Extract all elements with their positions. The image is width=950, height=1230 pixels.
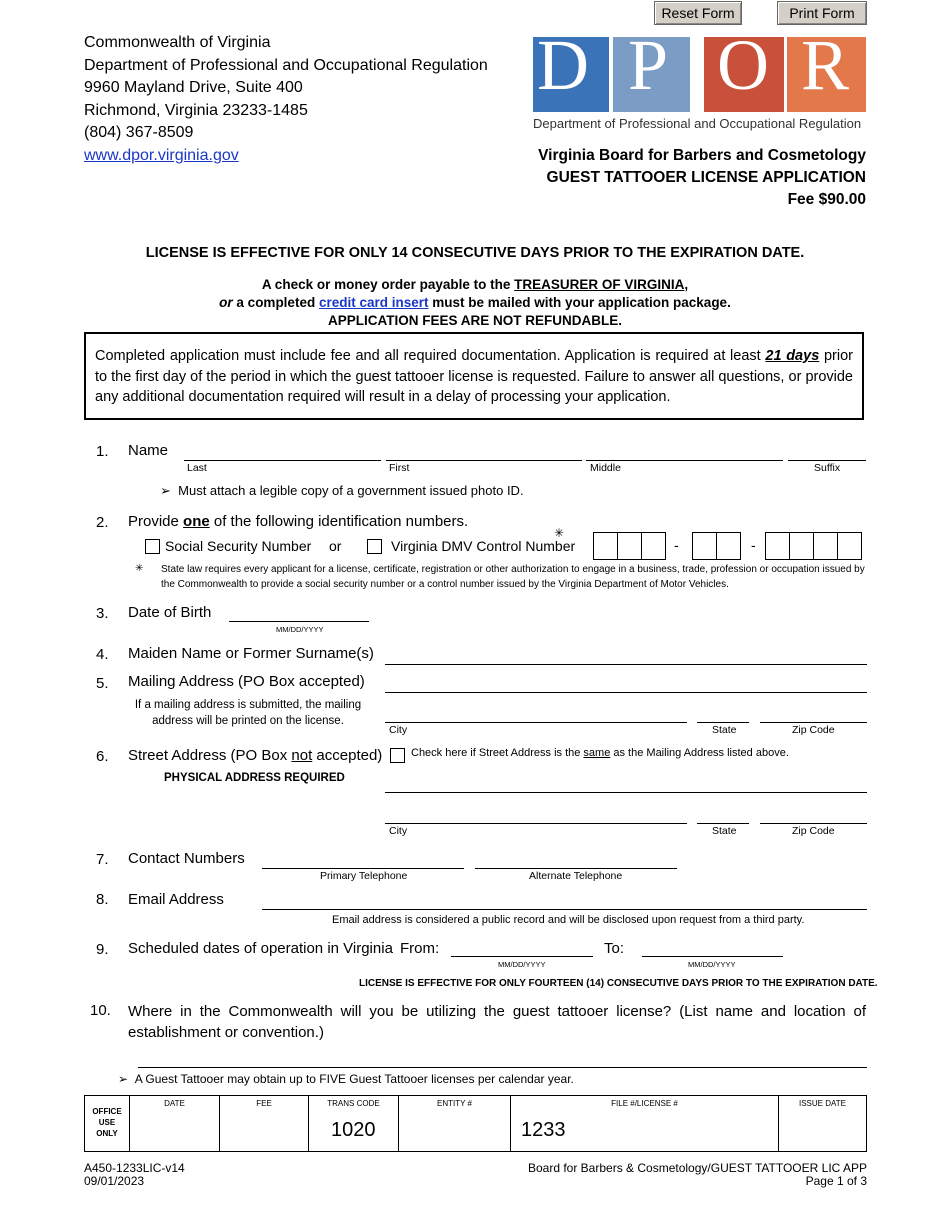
name-label: Name	[128, 442, 169, 459]
trans-code-value: 1020	[331, 1119, 376, 1141]
last-name-input[interactable]	[184, 460, 381, 461]
logo-letter-d: D	[537, 37, 589, 105]
form-number: A450-1233LIC-v14	[84, 1161, 185, 1175]
q1-number: 1.	[96, 443, 109, 460]
from-date-format: MM/DD/YYYY	[498, 960, 546, 969]
suffix-caption: Suffix	[814, 462, 841, 474]
email-label: Email Address	[128, 891, 224, 908]
mailing-city-caption: City	[389, 724, 408, 736]
dmv-checkbox[interactable]	[367, 539, 382, 554]
physical-address-required: PHYSICAL ADDRESS REQUIRED	[164, 772, 345, 784]
middle-caption: Middle	[590, 462, 621, 474]
footer-right	[528, 1162, 867, 1188]
office-trans-cell: TRANS CODE 1020	[309, 1096, 399, 1152]
asterisk-icon: ✳	[554, 526, 565, 540]
middle-name-input[interactable]	[586, 460, 783, 461]
footer-board: Board for Barbers & Cosmetology/GUEST TATTOOER LIC APP	[527, 1161, 867, 1175]
street-state-caption: State	[712, 825, 737, 837]
logo-letter-p: P	[627, 37, 669, 105]
street-city-caption: City	[389, 825, 408, 837]
address-line-4: Richmond, Virginia 23233-1485	[84, 101, 308, 119]
alternate-phone-caption: Alternate Telephone	[529, 870, 623, 882]
office-fee-cell: FEE	[220, 1096, 309, 1152]
q4-number: 4.	[96, 646, 109, 663]
primary-phone-input[interactable]	[262, 868, 464, 869]
mailing-address-note: If a mailing address is submitted, the mailing address will be printed on the license.	[134, 699, 362, 727]
first-caption: First	[389, 462, 410, 474]
agency-address	[84, 32, 488, 167]
q2-label: Provide one of the following identification numbers.	[128, 513, 469, 530]
ssn-footnote: State law requires every applicant for a license, certificate, registration or other authorization to engage in a business, trade, profession or occupation issued by the Commonwealth to provide a social security number or a control number issued by the Virginia Department of Motor Vehicles.	[161, 564, 865, 590]
last-caption: Last	[187, 462, 207, 474]
id-digit-4[interactable]	[692, 532, 717, 560]
dpor-logo	[533, 37, 866, 112]
mailing-address-input[interactable]	[385, 692, 867, 693]
office-issue-cell: ISSUE DATE	[779, 1096, 867, 1152]
contact-numbers-label: Contact Numbers	[128, 850, 245, 867]
or-label: or	[329, 538, 342, 554]
email-input[interactable]	[262, 909, 867, 910]
id-digit-9[interactable]	[837, 532, 862, 560]
from-date-input[interactable]	[451, 956, 593, 957]
same-address-label: Check here if Street Address is the same as the Mailing Address listed above.	[411, 747, 789, 759]
office-use-table	[84, 1095, 867, 1152]
to-date-input[interactable]	[642, 956, 783, 957]
footnote-asterisk-icon: ✳	[135, 563, 144, 574]
form-header	[538, 145, 866, 211]
phone-number: (804) 367-8509	[84, 124, 194, 141]
id-digit-3[interactable]	[641, 532, 666, 560]
mailing-state-input[interactable]	[697, 722, 749, 723]
mailing-zip-caption: Zip Code	[792, 724, 835, 736]
dob-input[interactable]	[229, 621, 369, 622]
photo-id-note: ➢ Must attach a legible copy of a government issued photo ID.	[160, 483, 524, 498]
q8-number: 8.	[96, 891, 109, 908]
q5-number: 5.	[96, 675, 109, 692]
arrow-bullet-icon: ➢	[118, 1072, 129, 1086]
office-date-cell: DATE	[130, 1096, 220, 1152]
id-digit-6[interactable]	[765, 532, 790, 560]
days-required: 21 days	[765, 348, 820, 364]
logo-letter-o: O	[717, 37, 769, 105]
maiden-name-label: Maiden Name or Former Surname(s)	[128, 645, 374, 662]
street-city-input[interactable]	[385, 823, 687, 824]
alternate-phone-input[interactable]	[475, 868, 677, 869]
id-digit-2[interactable]	[617, 532, 642, 560]
ssn-checkbox[interactable]	[145, 539, 160, 554]
q10-number: 10.	[90, 1002, 111, 1019]
print-form-button[interactable]: Print Form	[777, 1, 867, 25]
non-refundable-notice: APPLICATION FEES ARE NOT REFUNDABLE.	[327, 313, 622, 328]
q6-number: 6.	[96, 748, 109, 765]
payee: TREASURER OF VIRGINIA	[514, 277, 685, 292]
id-digit-5[interactable]	[716, 532, 741, 560]
from-label: From:	[400, 940, 440, 957]
effective-notice: LICENSE IS EFFECTIVE FOR ONLY 14 CONSECUTIVE DAYS PRIOR TO THE EXPIRATION DATE.	[145, 245, 805, 261]
q3-number: 3.	[96, 605, 109, 622]
office-entity-cell: ENTITY #	[399, 1096, 511, 1152]
logo-subtitle: Department of Professional and Occupational Regulation	[533, 116, 862, 131]
email-note: Email address is considered a public record and will be disclosed upon request from a third party.	[332, 914, 805, 926]
scheduled-dates-label: Scheduled dates of operation in Virginia	[128, 940, 393, 957]
dash-2: -	[751, 537, 756, 553]
reset-form-button[interactable]: Reset Form	[654, 1, 742, 25]
dob-format: MM/DD/YYYY	[276, 625, 324, 634]
form-date: 09/01/2023	[84, 1174, 145, 1188]
logo-letter-r: R	[800, 37, 850, 105]
mailing-zip-input[interactable]	[760, 722, 867, 723]
id-digit-7[interactable]	[789, 532, 814, 560]
footer-left	[84, 1162, 185, 1188]
street-address-input[interactable]	[385, 792, 867, 793]
ssn-label: Social Security Number	[165, 538, 312, 554]
office-use-label: OFFICE USE ONLY	[85, 1096, 130, 1152]
street-state-input[interactable]	[697, 823, 749, 824]
mailing-state-caption: State	[712, 724, 737, 736]
dmv-label: Virginia DMV Control Number	[391, 538, 576, 554]
address-line-2: Department of Professional and Occupational Regulation	[84, 56, 488, 74]
license-limit-note: ➢ A Guest Tattooer may obtain up to FIVE Guest Tattooer licenses per calendar year.	[118, 1072, 574, 1086]
mailing-address-label: Mailing Address (PO Box accepted)	[128, 673, 365, 690]
fee-amount: Fee $90.00	[787, 191, 866, 208]
street-zip-input[interactable]	[760, 823, 867, 824]
website-link[interactable]: www.dpor.virginia.gov	[84, 146, 239, 164]
form-title: GUEST TATTOOER LICENSE APPLICATION	[546, 169, 866, 186]
q7-number: 7.	[96, 851, 109, 868]
street-address-label: Street Address (PO Box not accepted)	[128, 747, 383, 764]
dob-label: Date of Birth	[128, 604, 212, 621]
suffix-input[interactable]	[788, 460, 866, 461]
instruction-box: Completed application must include fee and all required documentation. Application is required at least 21 days prior to the first day of the period in which the guest tattooer license is requested. Failure to answer all questions, or provide any additional documentation required will result in a delay of processing your application.	[84, 332, 864, 420]
street-zip-caption: Zip Code	[792, 825, 835, 837]
id-digit-8[interactable]	[813, 532, 838, 560]
location-question: Where in the Commonwealth will you be utilizing the guest tattooer license? (List name and location of establishment or convention.)	[128, 1003, 866, 1041]
id-digit-1[interactable]	[593, 532, 618, 560]
same-address-checkbox[interactable]	[390, 748, 405, 763]
office-file-cell: FILE #/LICENSE # 1233	[511, 1096, 779, 1152]
page-number: Page 1 of 3	[805, 1174, 867, 1188]
mailing-city-input[interactable]	[385, 722, 687, 723]
board-name: Virginia Board for Barbers and Cosmetology	[538, 147, 866, 164]
fourteen-day-notice: LICENSE IS EFFECTIVE FOR ONLY FOURTEEN (14) CONSECUTIVE DAYS PRIOR TO THE EXPIRATION DATE.	[359, 978, 878, 989]
arrow-bullet-icon: ➢	[160, 483, 171, 498]
address-line-1: Commonwealth of Virginia	[84, 34, 271, 51]
location-input[interactable]	[138, 1067, 867, 1068]
maiden-name-input[interactable]	[385, 664, 867, 665]
q2-number: 2.	[96, 514, 109, 531]
credit-card-insert-link[interactable]: credit card insert	[318, 295, 429, 310]
address-line-3: 9960 Mayland Drive, Suite 400	[84, 79, 303, 96]
dash-1: -	[674, 537, 679, 553]
payment-notice: A check or money order payable to the TREASURER OF VIRGINIA, or a completed credit card insert must be mailed with your application package. APPLICATION FEES ARE NOT REFUNDABLE.	[0, 276, 950, 330]
first-name-input[interactable]	[386, 460, 582, 461]
to-date-format: MM/DD/YYYY	[688, 960, 736, 969]
q9-number: 9.	[96, 941, 109, 958]
to-label: To:	[604, 940, 625, 957]
primary-phone-caption: Primary Telephone	[320, 870, 408, 882]
file-license-value: 1233	[521, 1119, 566, 1141]
